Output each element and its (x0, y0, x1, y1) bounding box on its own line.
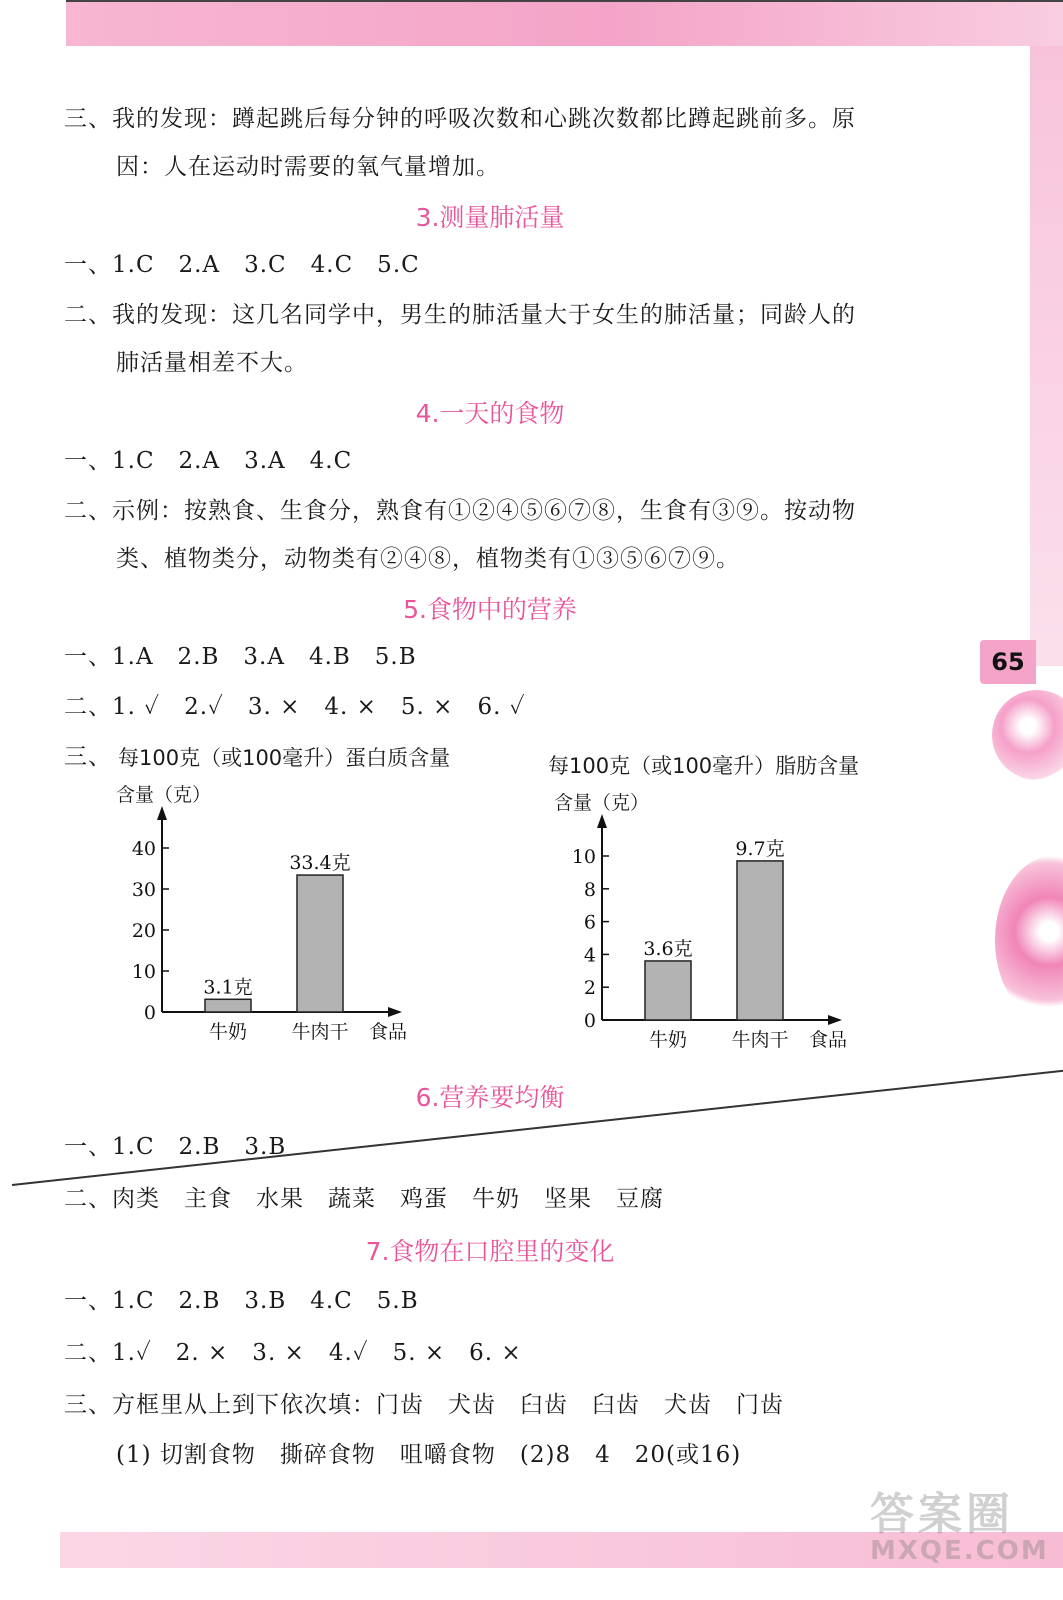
data-label: 3.6克 (643, 937, 693, 960)
x-axis-label: 食品 (368, 1021, 408, 1043)
bar (297, 875, 343, 1012)
section-heading: 4.一天的食物 (415, 399, 565, 428)
section-heading: 7.食物在口腔里的变化 (365, 1237, 615, 1266)
category-label: 牛奶 (208, 1021, 248, 1043)
flower-decoration (992, 690, 1063, 780)
y-tick-label: 0 (143, 1002, 156, 1024)
chart-title: 每100克（或100毫升）脂肪含量 (548, 754, 860, 778)
x-axis-label: 食品 (808, 1029, 848, 1051)
y-tick-label: 10 (131, 961, 156, 983)
data-label: 33.4克 (289, 852, 351, 875)
category-label: 牛肉干 (731, 1029, 789, 1051)
right-decorative-strip (1030, 46, 1063, 666)
answer-line: 二、1.✓ 2. × 3. × 4.✓ 5. × 6. × (64, 1340, 522, 1366)
chart-ylabel: 含量（克） (116, 784, 212, 806)
x-axis-arrow (388, 1007, 402, 1017)
y-tick-label: 40 (131, 838, 156, 860)
y-tick-label: 8 (583, 878, 596, 901)
y-axis-arrow (597, 814, 607, 828)
bar (645, 961, 691, 1020)
top-border-line (66, 0, 1063, 2)
section-heading: 3.测量肺活量 (415, 203, 565, 232)
y-tick-label: 4 (583, 944, 596, 967)
y-tick-label: 30 (131, 879, 156, 901)
watermark-logo-text: 答案圈 (870, 1489, 1014, 1540)
category-label: 牛奶 (648, 1029, 688, 1051)
top-decorative-band (66, 0, 1063, 46)
section-heading: 6.营养要均衡 (415, 1083, 565, 1112)
bar (205, 999, 251, 1012)
answer-line: 二、示例：按熟食、生食分，熟食有①②④⑤⑥⑦⑧，生食有③⑨。按动物 (64, 498, 856, 524)
page-number: 65 (980, 640, 1036, 684)
chart-title: 每100克（或100毫升）蛋白质含量 (118, 746, 451, 770)
answer-line: 一、1.A 2.B 3.A 4.B 5.B (64, 644, 417, 670)
y-tick-label: 6 (583, 911, 596, 934)
answer-line: 二、1. ✓ 2.✓ 3. × 4. × 5. × 6. ✓ (64, 694, 526, 720)
flower-decoration (995, 855, 1063, 1025)
answer-line: 一、1.C 2.A 3.C 4.C 5.C (64, 252, 420, 278)
answer-line: 三、 (64, 744, 112, 770)
y-tick-label: 10 (571, 846, 596, 868)
answer-line: 一、1.C 2.B 3.B (64, 1134, 287, 1160)
answer-line: 三、我的发现：蹲起跳后每分钟的呼吸次数和心跳次数都比蹲起跳前多。原 (64, 106, 856, 132)
section-heading: 5.食物中的营养 (403, 595, 577, 624)
bar (737, 861, 783, 1020)
answer-line: 类、植物类分，动物类有②④⑧，植物类有①③⑤⑥⑦⑨。 (116, 546, 740, 572)
data-label: 3.1克 (203, 976, 253, 999)
y-tick-label: 20 (131, 920, 156, 942)
y-tick-label: 2 (583, 977, 596, 1000)
answer-line: (1) 切割食物 撕碎食物 咀嚼食物 (2)8 4 20(或16) (116, 1442, 742, 1468)
answer-line: 一、1.C 2.A 3.A 4.C (64, 448, 353, 474)
watermark (870, 1478, 1049, 1566)
y-tick-label: 0 (583, 1010, 596, 1032)
answer-line: 肺活量相差不大。 (116, 350, 308, 376)
protein-bar-chart (120, 800, 420, 1060)
y-axis-arrow (157, 806, 167, 820)
answer-line: 二、肉类 主食 水果 蔬菜 鸡蛋 牛奶 坚果 豆腐 (64, 1186, 664, 1212)
answer-line: 三、方框里从上到下依次填：门齿 犬齿 臼齿 臼齿 犬齿 门齿 (64, 1392, 784, 1418)
answer-line: 二、我的发现：这几名同学中，男生的肺活量大于女生的肺活量；同龄人的 (64, 302, 856, 328)
fat-bar-chart (560, 808, 860, 1068)
watermark-url: MXQE.COM (870, 1536, 1049, 1566)
answer-line: 一、1.C 2.B 3.B 4.C 5.B (64, 1288, 419, 1314)
chart-ylabel: 含量（克） (554, 792, 650, 814)
data-label: 9.7克 (735, 837, 785, 860)
x-axis-arrow (828, 1015, 842, 1025)
category-label: 牛肉干 (291, 1021, 349, 1043)
answer-line: 因：人在运动时需要的氧气量增加。 (116, 154, 500, 180)
